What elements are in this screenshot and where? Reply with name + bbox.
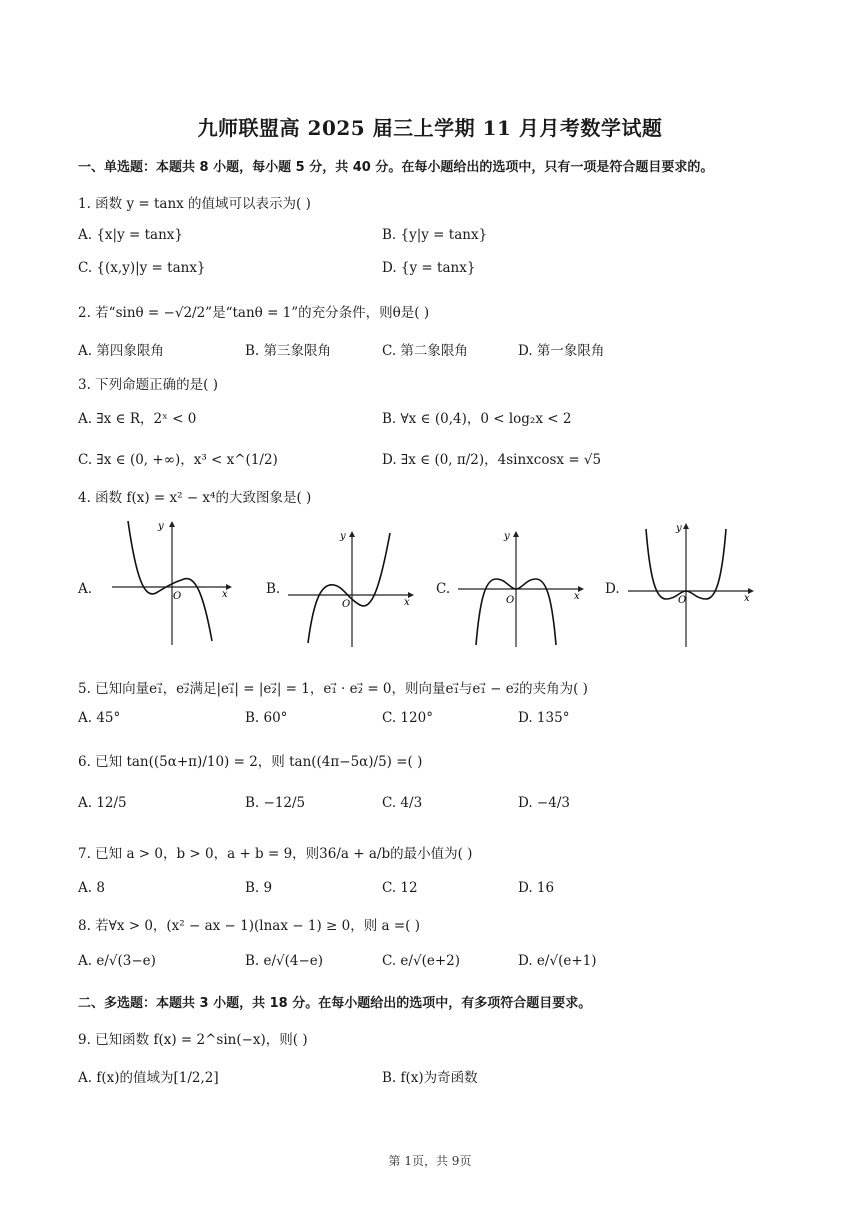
- q3-option-a[interactable]: A. ∃x ∈ R，2ˣ < 0: [78, 411, 197, 427]
- q4-option-a[interactable]: A.: [78, 581, 93, 597]
- q6-option-b[interactable]: B. −12/5: [245, 795, 306, 811]
- q4-graph-b: [284, 527, 416, 649]
- origin-label: O: [506, 595, 515, 606]
- x-axis-label: x: [222, 589, 228, 600]
- q4-graph-a: [108, 517, 234, 649]
- question-8: 8. 若∀x > 0，(x² − ax − 1)(lnax − 1) ≥ 0，则 a =( ): [78, 918, 420, 934]
- question-9: 9. 已知函数 f(x) = 2^sin(−x)，则( ): [78, 1032, 308, 1048]
- q7-option-c[interactable]: C. 12: [382, 880, 418, 896]
- question-1: 1. 函数 y = tanx 的值域可以表示为( ): [78, 196, 311, 212]
- question-7: 7. 已知 a > 0，b > 0，a + b = 9，则36/a + a/b的最小值为( ): [78, 846, 473, 862]
- q1-option-d[interactable]: D. {y = tanx}: [382, 260, 476, 276]
- q9-option-b[interactable]: B. f(x)为奇函数: [382, 1070, 478, 1086]
- q5-option-d[interactable]: D. 135°: [518, 710, 570, 726]
- q8-option-c[interactable]: C. e/√(e+2): [382, 953, 460, 969]
- page-footer: 第 1页，共 9页: [388, 1154, 472, 1168]
- q9-option-a[interactable]: A. f(x)的值域为[1/2,2]: [78, 1070, 219, 1086]
- q3-option-c[interactable]: C. ∃x ∈ (0, +∞)，x³ < x^(1/2): [78, 452, 278, 468]
- q4-graph-d: [624, 519, 756, 649]
- question-3: 3. 下列命题正确的是( ): [78, 377, 218, 393]
- q1-option-c[interactable]: C. {(x,y)|y = tanx}: [78, 260, 206, 276]
- curve-b: [308, 533, 390, 643]
- question-2: 2. 若“sinθ = −√2/2”是“tanθ = 1”的充分条件，则θ是( ): [78, 305, 430, 321]
- q2-option-b[interactable]: B. 第三象限角: [245, 343, 332, 359]
- y-axis-label: y: [676, 523, 682, 534]
- curve-a: [128, 521, 212, 641]
- x-axis-label: x: [404, 597, 410, 608]
- y-axis-arrow-icon: [169, 521, 175, 527]
- exam-title: 九师联盟高 2025 届三上学期 11 月月考数学试题: [197, 116, 663, 140]
- q2-option-c[interactable]: C. 第二象限角: [382, 343, 468, 359]
- section-multiple-choice: 二、多选题：本题共 3 小题，共 18 分。在每小题给出的选项中，有多项符合题目要求。: [78, 996, 592, 1011]
- y-axis-label: y: [504, 531, 510, 542]
- q8-option-b[interactable]: B. e/√(4−e): [245, 953, 324, 969]
- q7-option-d[interactable]: D. 16: [518, 880, 555, 896]
- section-single-choice: 一、单选题：本题共 8 小题，每小题 5 分，共 40 分。在每小题给出的选项中，只有一项是符合题目要求的。: [78, 160, 714, 175]
- q4-option-c[interactable]: C.: [436, 581, 451, 597]
- q6-option-c[interactable]: C. 4/3: [382, 795, 423, 811]
- q1-option-a[interactable]: A. {x|y = tanx}: [78, 227, 183, 243]
- q4-option-d[interactable]: D.: [605, 581, 620, 597]
- y-axis-label: y: [340, 531, 346, 542]
- q3-option-b[interactable]: B. ∀x ∈ (0,4)，0 < log₂x < 2: [382, 411, 572, 427]
- q5-option-b[interactable]: B. 60°: [245, 710, 288, 726]
- x-axis-label: x: [744, 593, 750, 604]
- y-axis-arrow-icon: [513, 531, 519, 537]
- y-axis-label: y: [158, 521, 164, 532]
- q6-option-d[interactable]: D. −4/3: [518, 795, 570, 811]
- q4-graph-c: [454, 527, 586, 649]
- q6-option-a[interactable]: A. 12/5: [78, 795, 127, 811]
- q3-option-d[interactable]: D. ∃x ∈ (0, π/2)，4sinxcosx = √5: [382, 452, 602, 468]
- q8-option-a[interactable]: A. e/√(3−e): [78, 953, 156, 969]
- q5-option-c[interactable]: C. 120°: [382, 710, 433, 726]
- y-axis-arrow-icon: [349, 531, 355, 537]
- q2-option-a[interactable]: A. 第四象限角: [78, 343, 164, 359]
- q7-option-a[interactable]: A. 8: [78, 880, 105, 896]
- x-axis-label: x: [574, 591, 580, 602]
- y-axis-arrow-icon: [683, 523, 689, 529]
- question-5: 5. 已知向量e₁⃗，e₂⃗满足|e₁⃗| = |e₂⃗| = 1，e₁⃗ · e₂⃗ = 0，则向量e₁⃗与e₁⃗ − e₂⃗的夹角为( ): [78, 681, 588, 697]
- question-4: 4. 函数 f(x) = x² − x⁴的大致图象是( ): [78, 490, 312, 506]
- origin-label: O: [678, 595, 687, 606]
- q5-option-a[interactable]: A. 45°: [78, 710, 121, 726]
- origin-label: O: [173, 591, 182, 602]
- origin-label: O: [342, 599, 351, 610]
- question-6: 6. 已知 tan((5α+π)/10) = 2，则 tan((4π−5α)/5) =( ): [78, 754, 423, 770]
- q4-option-b[interactable]: B.: [266, 581, 281, 597]
- q8-option-d[interactable]: D. e/√(e+1): [518, 953, 597, 969]
- q2-option-d[interactable]: D. 第一象限角: [518, 343, 605, 359]
- q7-option-b[interactable]: B. 9: [245, 880, 273, 896]
- q1-option-b[interactable]: B. {y|y = tanx}: [382, 227, 488, 243]
